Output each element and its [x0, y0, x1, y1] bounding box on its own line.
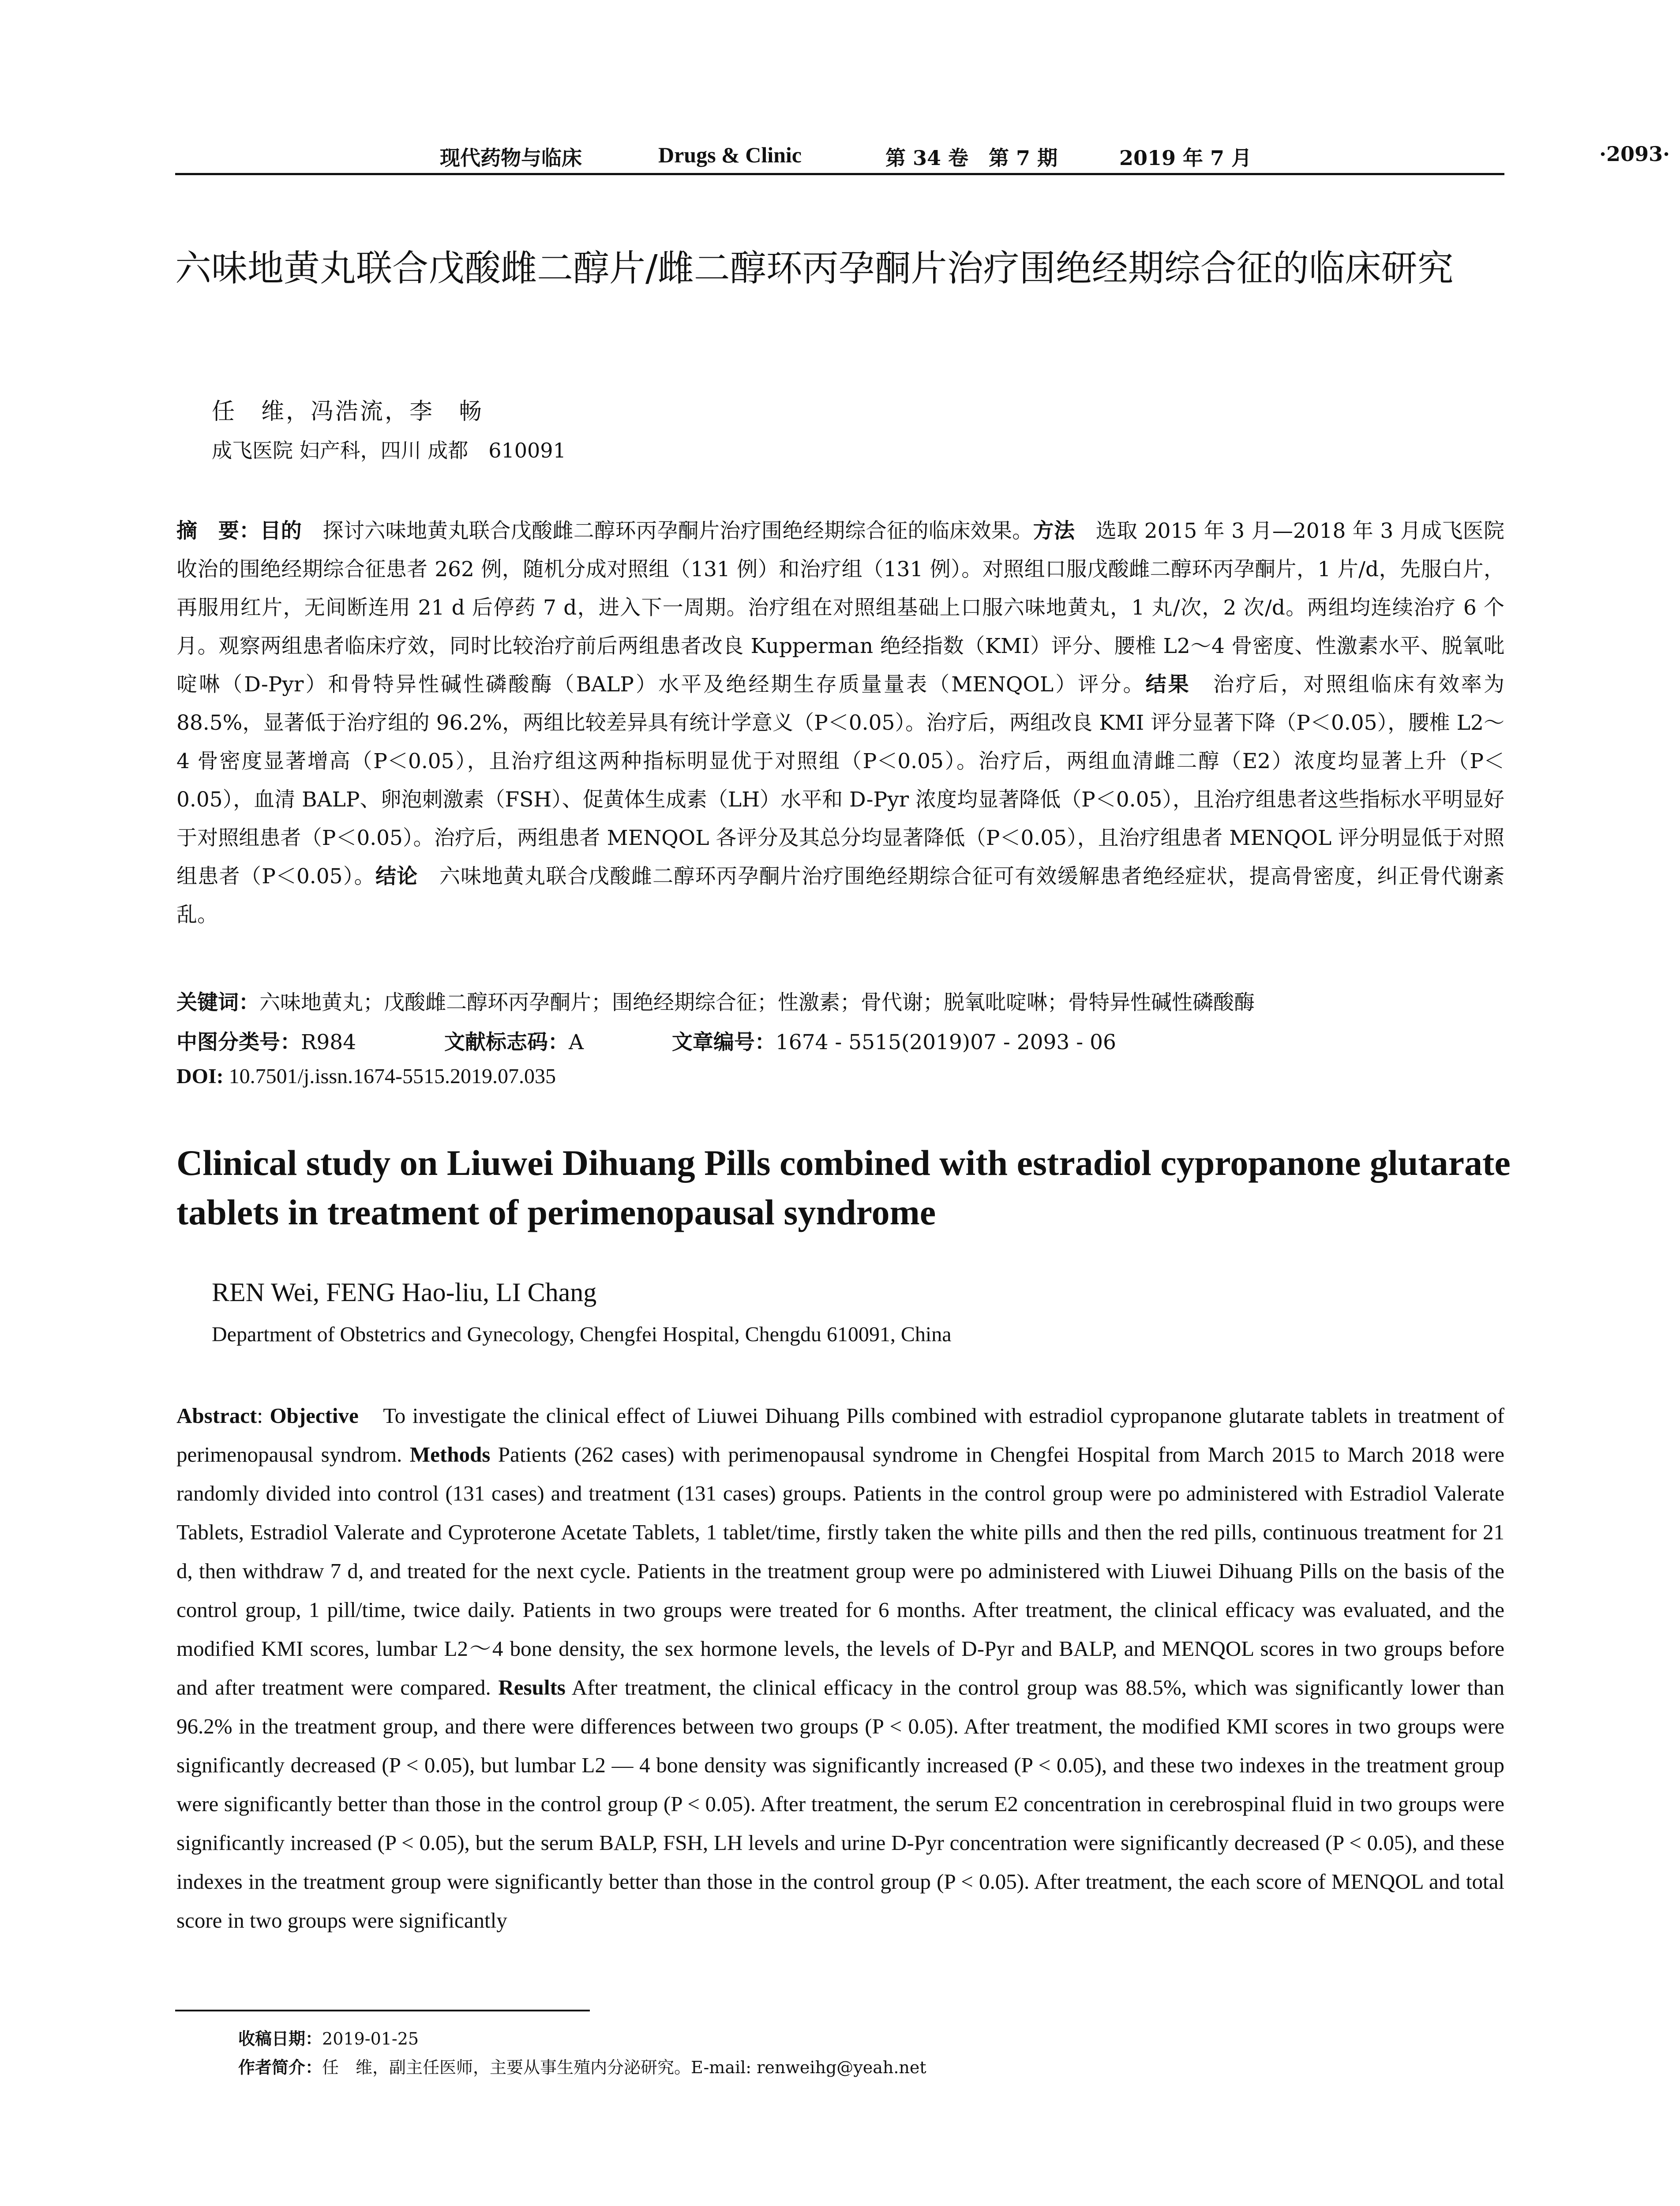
running-header — [175, 142, 1670, 170]
results-label-cn: 结果 — [1145, 672, 1191, 697]
issue-date: 2019 年 7 月 — [1119, 146, 1252, 170]
title-cn: 六味地黄丸联合戊酸雌二醇片/雌二醇环丙孕酮片治疗围绝经期综合征的临床研究 — [175, 248, 1454, 289]
affiliation-cn: 成飞医院 妇产科，四川 成都 610091 — [212, 439, 566, 462]
doi-row — [176, 1064, 556, 1088]
footnote-rule — [175, 2010, 590, 2011]
objective-cn: 探讨六味地黄丸联合戊酸雌二醇环丙孕酮片治疗围绝经期综合征的临床效果。 — [302, 519, 1033, 543]
volume-issue: 第 34 卷 第 7 期 — [885, 146, 1058, 170]
keywords-value: 六味地黄丸；戊酸雌二醇环丙孕酮片；围绝经期综合征；性激素；骨代谢；脱氧吡啶啉；骨特异性碱性磷酸酶 — [259, 990, 1255, 1015]
objective-label-cn: 目的 — [260, 519, 302, 543]
authors-en: REN Wei, FENG Hao-liu, LI Chang — [212, 1278, 597, 1307]
doi-value: 10.7501/j.issn.1674-5515.2019.07.035 — [223, 1065, 556, 1088]
author-bio-label: 作者简介： — [238, 2058, 322, 2077]
page-number: ·2093· — [1599, 142, 1670, 166]
footnote-author — [238, 2054, 926, 2078]
abstract-en-colon: : — [257, 1403, 270, 1428]
article-number-value: 1674 - 5515(2019)07 - 2093 - 06 — [775, 1030, 1116, 1054]
methods-label-cn: 方法 — [1033, 519, 1075, 543]
abstract-cn — [176, 512, 1504, 934]
affiliation-en: Department of Obstetrics and Gynecology, Chengfei Hospital, Chengdu 610091, China — [212, 1323, 952, 1346]
conclusion-cn: 六味地黄丸联合戊酸雌二醇环丙孕酮片治疗围绝经期综合征可有效缓解患者绝经症状，提高骨密度，纠正骨代谢紊乱。 — [176, 864, 1504, 927]
clc-value: R984 — [301, 1030, 356, 1054]
footnote-received — [238, 2025, 419, 2049]
title-en: Clinical study on Liuwei Dihuang Pills combined with estradiol cypropanone glutarate tablets in treatment of perimenopausal syndrome — [176, 1143, 1511, 1232]
results-cn: 治疗后，对照组临床有效率为 88.5%，显著低于治疗组的 96.2%，两组比较差异具有统计学意义（P＜0.05）。治疗后，两组改良 KMI 评分显著下降（P＜0.05），腰椎 L2～4 骨密度显著增高（P＜0.05），且治疗组这两种指标明显优于对照组（P＜0.05）。治疗后，两组血清雌二醇（E2）浓度均显著上升（P＜0.05），血清 BALP、卵泡刺激素（FSH）、促黄体生成素（LH）水平和 D-Pyr 浓度均显著降低（P＜0.05），且治疗组患者这些指标水平明显好于对照组患者（P＜0.05）。治疗后，两组患者 MENQOL 各评分及其总分均显著降低（P＜0.05），且治疗组患者 MENQOL 评分明显低于对照组患者（P＜0.05）。 — [176, 672, 1504, 889]
journal-name-en: Drugs & Clinic — [658, 143, 802, 167]
journal-name-cn: 现代药物与临床 — [440, 146, 582, 170]
authors-cn: 任 维，冯浩流，李 畅 — [212, 398, 484, 425]
methods-en: Patients (262 cases) with perimenopausal syndrome in Chengfei Hospital from March 2015 to March 2018 were randomly divided into control (131 cases) and treatment (131 cases) groups. Patients in the control group were po administered with Estradiol Valerate Tablets, Estradiol Valerate and Cyproterone Acetate Tablets, 1 tablet/time, firstly taken the white pills and then the red pills, continuous treatment for 21 d, then withdraw 7 d, and treated for the next cycle. Patients in the treatment group were po administered with Liuwei Dihuang Pills on the basis of the control group, 1 pill/time, twice daily. Patients in two groups were treated for 6 months. After treatment, the clinical efficacy was evaluated, and the modified KMI scores, lumbar L2～4 bone density, the sex hormone levels, the levels of D-Pyr and BALP, and MENQOL scores in two groups before and after treatment were compared. — [176, 1442, 1504, 1700]
clc-label: 中图分类号： — [176, 1030, 301, 1054]
methods-cn: 选取 2015 年 3 月—2018 年 3 月成飞医院收治的围绝经期综合征患者 262 例，随机分成对照组（131 例）和治疗组（131 例）。对照组口服戊酸雌二醇环丙孕酮片，1 片/d，先服白片，再服用红片，无间断连用 21 d 后停药 7 d，进入下一周期。治疗组在对照组基础上口服六味地黄丸，1 丸/次，2 次/d。两组均连续治疗 6 个月。观察两组患者临床疗效，同时比较治疗前后两组患者改良 Kupperman 绝经指数（KMI）评分、腰椎 L2～4 骨密度、性激素水平、脱氧吡啶啉（D-Pyr）和骨特异性碱性磷酸酶（BALP）水平及绝经期生存质量量表（MENQOL）评分。 — [176, 519, 1505, 697]
methods-label-en: Methods — [409, 1442, 491, 1467]
doi-label: DOI: — [176, 1065, 224, 1088]
doc-code-value: A — [569, 1030, 584, 1054]
received-value: 2019-01-25 — [322, 2029, 419, 2048]
objective-label-en: Objective — [270, 1403, 359, 1428]
keywords-cn — [176, 986, 1255, 1016]
keywords-label: 关键词： — [176, 990, 259, 1015]
doc-code-label: 文献标志码： — [444, 1030, 569, 1054]
classification-row — [176, 1026, 1116, 1055]
abstract-cn-label: 摘 要： — [176, 519, 260, 543]
abstract-en-label: Abstract — [176, 1403, 257, 1428]
header-rule — [175, 173, 1504, 175]
objective-en: To investigate the clinical effect of Liuwei Dihuang Pills combined with estradiol cypropanone glutarate tablets in treatment of perimenopausal syndrom. — [176, 1403, 1505, 1467]
results-en: After treatment, the clinical efficacy in the control group was 88.5%, which was significantly lower than 96.2% in the treatment group, and there were differences between two groups (P < 0.05). After treatment, the modified KMI scores in two groups were significantly decreased (P < 0.05), but lumbar L2 — 4 bone density was significantly increased (P < 0.05), and these two indexes in the treatment group were significantly better than those in the control group (P < 0.05). After treatment, the serum E2 concentration in cerebrospinal fluid in two groups were significantly increased (P < 0.05), but the serum BALP, FSH, LH levels and urine D-Pyr concentration were significantly decreased (P < 0.05), and these indexes in the treatment group were significantly better than those in the control group (P < 0.05). After treatment, the each score of MENQOL and total score in two groups were significantly — [176, 1675, 1504, 1932]
results-label-en: Results — [498, 1675, 566, 1700]
conclusion-label-cn: 结论 — [375, 864, 418, 889]
article-number-label: 文章编号： — [671, 1030, 776, 1054]
received-label: 收稿日期： — [238, 2029, 322, 2048]
author-bio-value: 任 维，副主任医师，主要从事生殖内分泌研究。E-mail: renweihg@yeah.net — [322, 2058, 926, 2077]
abstract-en — [176, 1396, 1504, 1940]
